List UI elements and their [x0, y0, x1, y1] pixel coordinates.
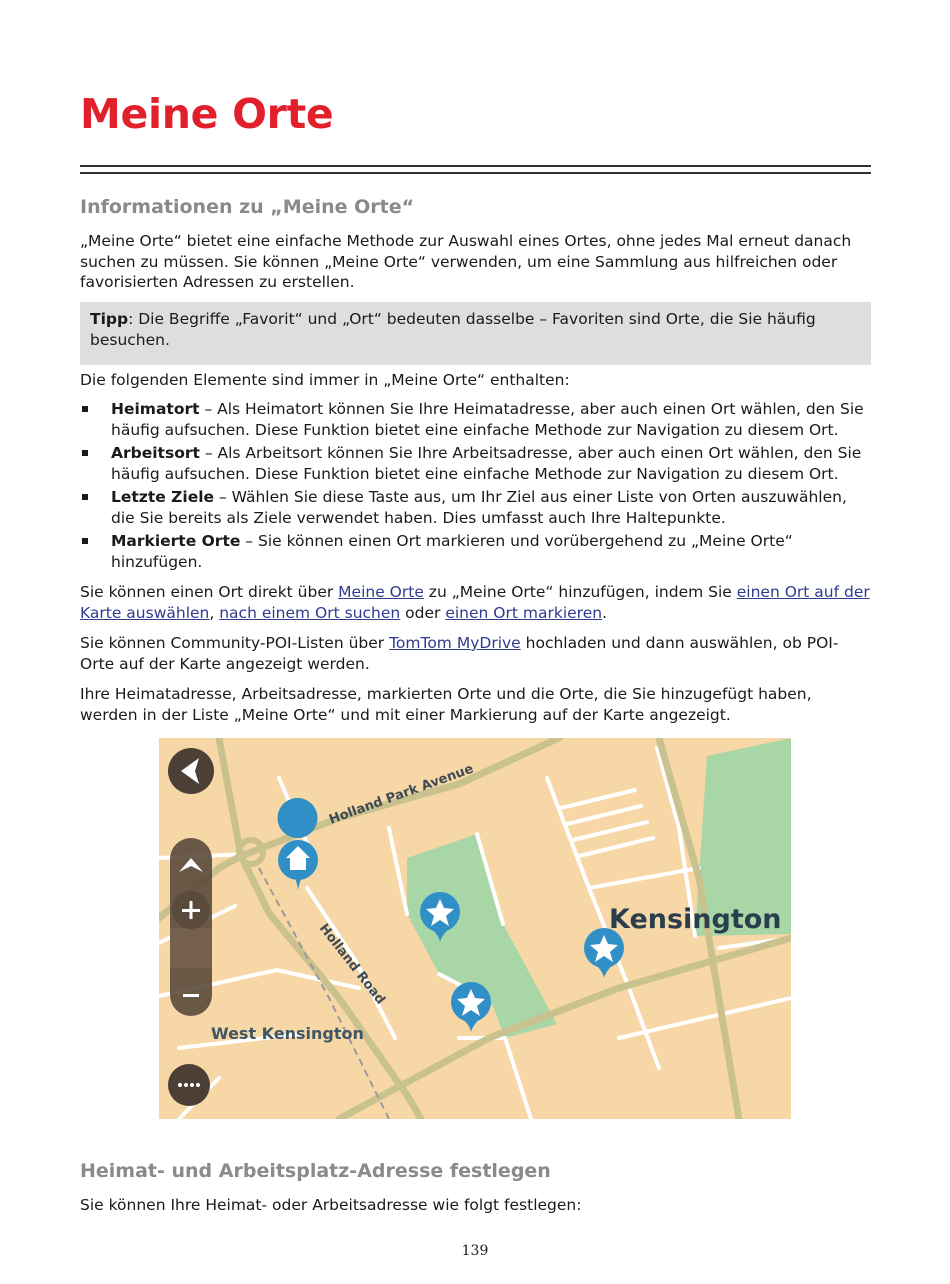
zoom-in-button[interactable]: [172, 891, 210, 929]
bullet-icon: [82, 494, 88, 500]
link-select-on-map[interactable]: einen Ort auf der Karte auswählen: [80, 583, 870, 622]
map-screenshot: [159, 738, 791, 1119]
places-list: [80, 399, 871, 575]
bullet-icon: [82, 406, 88, 412]
section-heading-info: Informationen zu „Meine Orte“: [80, 196, 415, 218]
list-item: Letzte Ziele – Wählen Sie diese Taste aus, um Ihr Ziel aus einer Liste von Orten auszuwählen, die Sie bereits als Ziele verwendet haben. Dies umfasst auch Ihre Haltepunkte.: [80, 487, 871, 528]
list-intro: Die folgenden Elemente sind immer in „Meine Orte“ enthalten:: [80, 371, 570, 389]
label-kensington: Kensington: [609, 904, 782, 935]
label-holland-road: Holland Road: [315, 921, 388, 1008]
more-options-button[interactable]: [168, 1064, 210, 1106]
list-item: Arbeitsort – Als Arbeitsort können Sie Ihre Arbeitsadresse, aber auch einen Ort wählen, den Sie häufig aufsuchen. Diese Funktion bietet eine einfache Methode zur Navigation zu diesem Ort.: [80, 443, 871, 484]
tip-text: Tipp: Die Begriffe „Favorit“ und „Ort“ bedeuten dasselbe – Favoriten sind Orte, die Sie häufig besuchen.: [90, 310, 816, 349]
home-work-paragraph: Sie können Ihre Heimat- oder Arbeitsadresse wie folgt festlegen:: [80, 1196, 582, 1214]
label-holland-park-avenue: Holland Park Avenue: [327, 761, 476, 828]
list-item: Markierte Orte – Sie können einen Ort markieren und vorübergehend zu „Meine Orte“ hinzufügen.: [80, 531, 871, 572]
page-number: 139: [461, 1243, 489, 1259]
add-places-paragraph: Sie können einen Ort direkt über Meine Orte zu „Meine Orte“ hinzufügen, indem Sie einen Ort auf der Karte auswählen, nach einem Ort suchen oder einen Ort markieren.: [80, 583, 870, 622]
bullet-icon: [82, 538, 88, 544]
page-title: Meine Orte: [80, 90, 334, 138]
list-display-paragraph: Ihre Heimatadresse, Arbeitsadresse, markierten Orte und die Orte, die Sie hinzugefügt haben, werden in der Liste „Meine Orte“ und mit einer Markierung auf der Karte angezeigt.: [80, 685, 812, 724]
tip-box: [80, 302, 871, 365]
title-divider: [80, 165, 871, 174]
section-heading-home-work: Heimat- und Arbeitsplatz-Adresse festlegen: [80, 1160, 551, 1182]
zoom-out-button[interactable]: [183, 994, 199, 997]
link-meine-orte[interactable]: Meine Orte: [338, 583, 424, 601]
bullet-icon: [82, 450, 88, 456]
link-search-place[interactable]: nach einem Ort suchen: [219, 603, 401, 622]
link-mydrive[interactable]: TomTom MyDrive: [389, 634, 521, 652]
list-item: Heimatort – Als Heimatort können Sie Ihre Heimatadresse, aber auch einen Ort wählen, den Sie häufig aufsuchen. Diese Funktion bietet eine einfache Methode zur Navigation zu diesem Ort.: [80, 399, 871, 440]
tip-label: Tipp: [90, 310, 129, 328]
label-west-kensington: West Kensington: [211, 1024, 364, 1043]
poi-paragraph: Sie können Community-POI-Listen über TomTom MyDrive hochladen und dann auswählen, ob POI-Orte auf der Karte angezeigt werden.: [80, 634, 839, 673]
intro-paragraph: „Meine Orte“ bietet eine einfache Methode zur Auswahl eines Ortes, ohne jedes Mal erneut danach suchen zu müssen. Sie können „Meine Orte“ verwenden, um eine Sammlung aus hilfreichen oder favorisierten Adressen zu erstellen.: [80, 232, 852, 291]
link-mark-place[interactable]: einen Ort markieren: [445, 603, 603, 622]
back-button[interactable]: [168, 748, 214, 794]
